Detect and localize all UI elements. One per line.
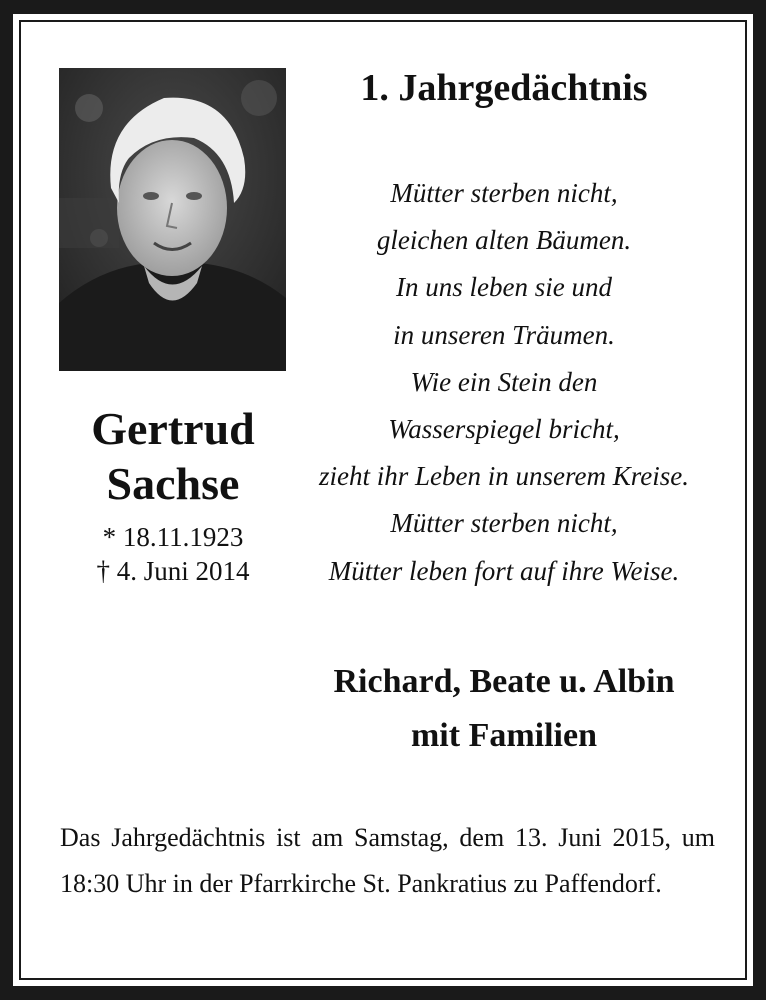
notice-heading: 1. Jahrgedächtnis (360, 67, 648, 109)
poem-line: In uns leben sie und (396, 272, 612, 303)
family-names: Richard, Beate u. Albin (333, 663, 675, 700)
poem-line: Mütter sterben nicht, (390, 178, 618, 208)
poem (299, 170, 709, 595)
deceased-first-name: Gertrud (91, 403, 255, 454)
portrait-photo (59, 68, 286, 371)
notice-frame (13, 14, 753, 986)
family-suffix: mit Familien (410, 717, 598, 754)
notice-text: Das Jahrgedächtnis ist am Samstag, dem 13. Juni 2015, (60, 823, 671, 852)
poem-line: gleichen alten Bäumen. (376, 225, 632, 256)
death-date: † 4. Juni 2014 (96, 556, 250, 586)
poem-line: Wie ein Stein den (410, 366, 598, 397)
notice-text: um 18:30 Uhr in der Pfarrkirche St. Pankratius zu (60, 823, 715, 898)
deceased-last-name: Sachse (106, 458, 240, 509)
poem-line: Mütter leben fort auf ihre Weise. (328, 555, 680, 586)
poem-line: Mütter sterben nicht, (390, 508, 618, 539)
birth-date: * 18.11.1923 (102, 522, 244, 552)
portrait-image (59, 68, 286, 371)
poem-line: in unseren Träumen. (393, 319, 615, 350)
memorial-service-notice (60, 815, 715, 907)
notice-text: Paffendorf. (544, 869, 662, 898)
poem-line: zieht ihr Leben in unserem Kreise. (319, 461, 689, 492)
poem-line: Wasserspiegel bricht, (388, 413, 620, 444)
